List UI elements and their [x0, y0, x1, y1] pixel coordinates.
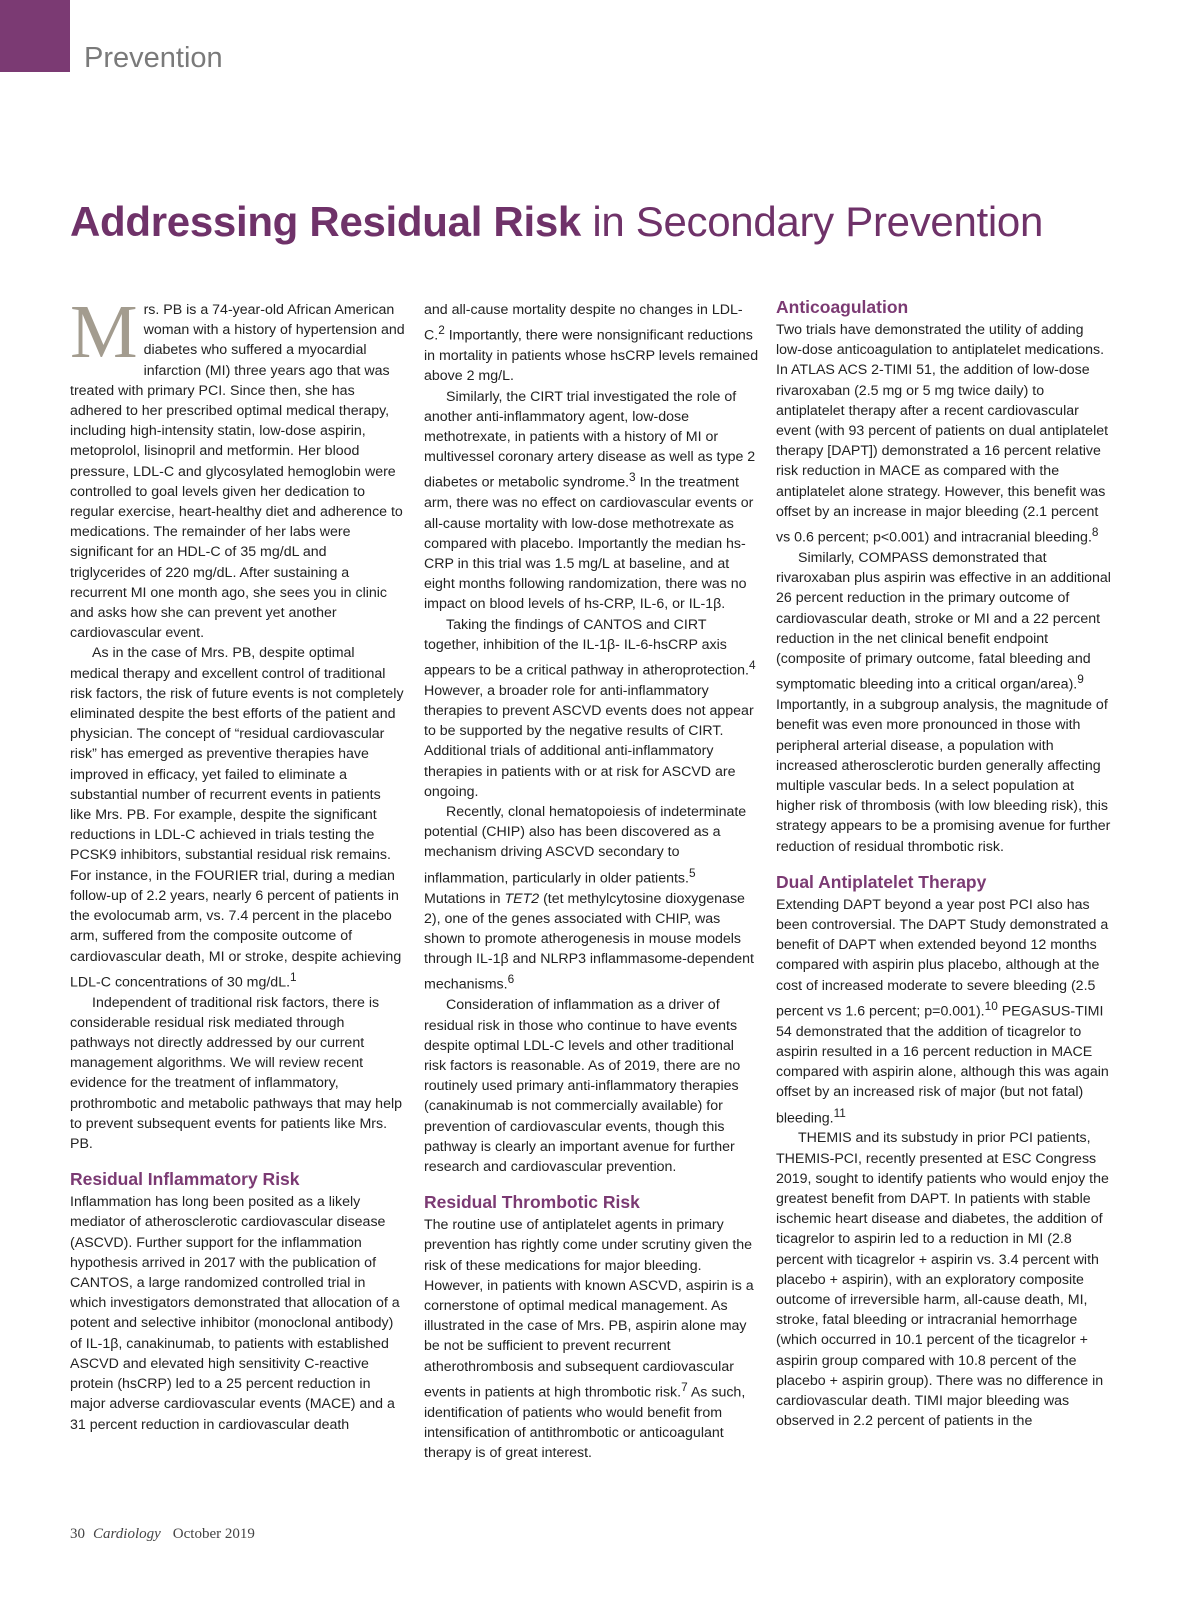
reference-mark: 8 — [1091, 525, 1099, 540]
paragraph: Extending DAPT beyond a year post PCI also has been controversial. The DAPT Study demonstrated a benefit of DAPT when extended beyond 12 months compared with aspirin plus placebo, although at the cost of increased moderate to severe bleeding (2.5 percent vs 1.6 percent; p=0.001).$^{10}$ PEGASUS-TIMI 54 demonstrated that the addition of ticagrelor to aspirin resulted in a 16 percent reduction in MACE compared with aspirin alone, although this was again offset by an increased risk of major (but not fatal) bleeding.$^{11}$ — [776, 896, 1109, 1127]
section-tab-block — [0, 0, 70, 72]
paragraph: Consideration of inflammation as a driver of residual risk in those who continue to have events despite optimal LDL-C levels and other traditional risk factors is reasonable. As of 2019, there are no routinely used primary anti-inflammatory therapies (canakinumab is not commercially available) for prevention of cardiovascular events, though this pathway is clearly an important avenue for further research and cardiovascular prevention. — [424, 997, 741, 1175]
page-number: 30 — [70, 1526, 85, 1542]
reference-mark: 7 — [681, 1379, 688, 1394]
paragraph: Similarly, COMPASS demonstrated that rivaroxaban plus aspirin was effective in an additional 26 percent reduction in the primary outcome of cardiovascular death, stroke or MI and a 22 percent reduction in the net clinical benefit endpoint (composite of primary outcome, fatal bleeding and symptomatic bleeding into a critical organ/area).$^9$ Importantly, in a subgroup analysis, the magnitude of benefit was even more pronounced in those with peripheral arterial disease, a population with increased atherosclerotic burden generally affecting multiple vascular beds. In a select population at higher risk of thrombosis (with low bleeding risk), this strategy appears to be a promising avenue for further reduction of residual thrombotic risk. — [776, 549, 1111, 855]
paragraph: Similarly, the CIRT trial investigated the role of another anti-inflammatory agent, low-dose methotrexate, in patients with a history of MI or multivessel coronary artery disease as well as type 2 diabetes or metabolic syndrome.$^3$ In the treatment arm, there was no effect on cardiovascular events or all-cause mortality with low-dose methotrexate as compared with placebo. Importantly the median hs-CRP in this trial was 1.5 mg/L at baseline, and at eight months following randomization, there was no impact on blood levels of hs-CRP, IL-6, or IL-1β. — [424, 388, 756, 613]
title-rest: in Secondary Prevention — [580, 198, 1044, 245]
article-title — [70, 196, 1043, 248]
paragraph: and all-cause mortality despite no changes in LDL-C.$^2$ Importantly, there were nonsignificant reductions in mortality in patients whose hsCRP levels remained above 2 mg/L. — [424, 302, 759, 385]
paragraph: Independent of traditional risk factors, there is considerable residual risk mediated through pathways not directly addressed by our current management algorithms. We will review recent evidence for the treatment of inflammatory, prothrombotic and metabolic pathways that may help to prevent subsequent events for patients like Mrs. PB. — [70, 994, 403, 1153]
gene-name: TET2 — [504, 890, 540, 907]
heading-residual-inflammatory-risk: Residual Inflammatory Risk — [70, 1169, 300, 1190]
reference-mark: 6 — [507, 972, 515, 987]
paragraph: Inflammation has long been posited as a likely mediator of atherosclerotic cardiovascular disease (ASCVD). Further support for the inflammation hypothesis arrived in 2017 with the publication of CANTOS, a large randomized controlled trial in which investigators demonstrated that allocation of a potent and selective inhibitor (monoclonal antibody) of IL-1β, canakinumab, to patients with established ASCVD and elevated high sensitivity C-reactive protein (hsCRP) led to a 25 percent reduction in major adverse cardiovascular events (MACE) and a 31 percent reduction in cardiovascular death — [70, 1194, 400, 1433]
intro-paragraph: Mrs. PB is a 74-year-old African American woman with a history of hypertension and diabetes who suffered a myocardial infarction (MI) three years ago that was treated with primary PCI. Since then, she has adhered to her prescribed optimal medical therapy, including high-intensity statin, low-dose aspirin, metoprolol, lisinopril and metformin. Her blood pressure, LDL-C and glycosylated hemoglobin were controlled to goal levels given her dedication to regular exercise, heart-healthy diet and adherence to medications. The remainder of her labs were significant for an HDL-C of 35 mg/dL and triglycerides of 220 mg/dL. After sustaining a recurrent MI one month ago, she sees you in clinic and asks how she can prevent yet another cardiovascular event. — [70, 290, 405, 642]
reference-mark: 10 — [984, 998, 998, 1013]
reference-mark: 11 — [833, 1105, 846, 1120]
paragraph: The routine use of antiplatelet agents in primary prevention has rightly come under scrutiny given the risk of these medications for major bleeding. However, in patients with known ASCVD, aspirin is a cornerstone of optimal medical management. As illustrated in the case of Mrs. PB, aspirin alone may be not be sufficient to prevent recurrent atherothrombosis and subsequent cardiovascular events in patients at high thrombotic risk.$^7$ As such, identification of patients who would benefit from intensification of antithrombotic or anticoagulant therapy is of great interest. — [424, 1217, 754, 1462]
magazine-name: Cardiology — [93, 1526, 161, 1542]
issue-date: October 2019 — [172, 1526, 255, 1542]
reference-mark: 1 — [290, 969, 297, 984]
reference-mark: 4 — [748, 657, 756, 672]
column-3 — [776, 297, 1111, 1432]
paragraph: THEMIS and its substudy in prior PCI patients, THEMIS-PCI, recently presented at ESC Congress 2019, sought to identify patients who would enjoy the greatest benefit from DAPT. In patients with stable ischemic heart disease and diabetes, the addition of ticagrelor to aspirin led to a reduction in MI (2.8 percent with ticagrelor + aspirin vs. 3.4 percent with placebo + aspirin), with an exploratory composite outcome of irreversible harm, all-cause death, MI, stroke, fatal bleeding or intracranial hemorrhage (which occurred in 10.1 percent of the ticagrelor + aspirin group compared with 10.8 percent of the placebo + aspirin group). There was no difference in cardiovascular death. TIMI major bleeding was observed in 2.2 percent of patients in the — [776, 1130, 1109, 1430]
paragraph: As in the case of Mrs. PB, despite optimal medical therapy and excellent control of traditional risk factors, the risk of future events is not completely eliminated despite the best efforts of the patient and physician. The concept of “residual cardiovascular risk” has emerged as preventive therapies have improved in efficacy, yet failed to eliminate a substantial number of recurrent events in patients like Mrs. PB. For example, despite the significant reductions in LDL-C achieved in trials testing the PCSK9 inhibitors, substantial residual risk remains. For instance, in the FOURIER trial, during a median follow-up of 2.2 years, nearly 6 percent of patients in the evolocumab arm, vs. 7.4 percent in the placebo arm, suffered from the composite outcome of cardiovascular death, MI or stroke, despite achieving LDL-C concentrations of 30 mg/dL.$^1$ — [70, 645, 404, 991]
heading-dual-antiplatelet-therapy: Dual Antiplatelet Therapy — [776, 871, 987, 892]
paragraph: Two trials have demonstrated the utility of adding low-dose anticoagulation to antiplatelet medications. In ATLAS ACS 2-TIMI 51, the addition of low-dose rivaroxaban (2.5 mg or 5 mg twice daily) to antiplatelet therapy after a recent cardiovascular event (with 93 percent of patients on dual antiplatelet therapy [DAPT]) demonstrated a 16 percent relative risk reduction in MACE as compared with the antiplatelet alone strategy. However, this benefit was offset by an increase in major bleeding (2.1 percent vs 0.6 percent; p<0.001) and intracranial bleeding.$^8$ — [776, 322, 1109, 546]
column-1 — [70, 290, 405, 1435]
drop-cap: M — [70, 290, 138, 374]
column-2 — [424, 300, 759, 1463]
paragraph: Recently, clonal hematopoiesis of indeterminate potential (CHIP) also has been discovered as a mechanism driving ASCVD secondary to inflammation, particularly in older patients.$^5$ Mutations in TET2 (tet methylcytosine dioxygenase 2), one of the genes associated with CHIP, was shown to promote atherogenesis in mouse models through IL-1β and NLRP3 inflammasome-dependent mechanisms.$^6$ — [424, 804, 754, 994]
section-label: Prevention — [84, 42, 223, 74]
reference-mark: 5 — [688, 865, 696, 880]
heading-anticoagulation: Anticoagulation — [776, 297, 909, 317]
reference-mark: 9 — [1077, 672, 1084, 687]
page-footer — [70, 1526, 255, 1543]
reference-mark: 2 — [438, 323, 445, 338]
paragraph: Taking the findings of CANTOS and CIRT together, inhibition of the IL-1β- IL-6-hsCRP axis appears to be a critical pathway in atheroprotection.$^4$ However, a broader role for anti-inflammatory therapies to prevent ASCVD events does not appear to be supported by the negative results of CIRT. Additional trials of additional anti-inflammatory therapies in patients with or at risk for ASCVD are ongoing. — [424, 616, 756, 800]
heading-residual-thrombotic-risk: Residual Thrombotic Risk — [424, 1192, 640, 1213]
reference-mark: 3 — [629, 470, 636, 485]
title-bold: Addressing Residual Risk — [70, 198, 581, 245]
